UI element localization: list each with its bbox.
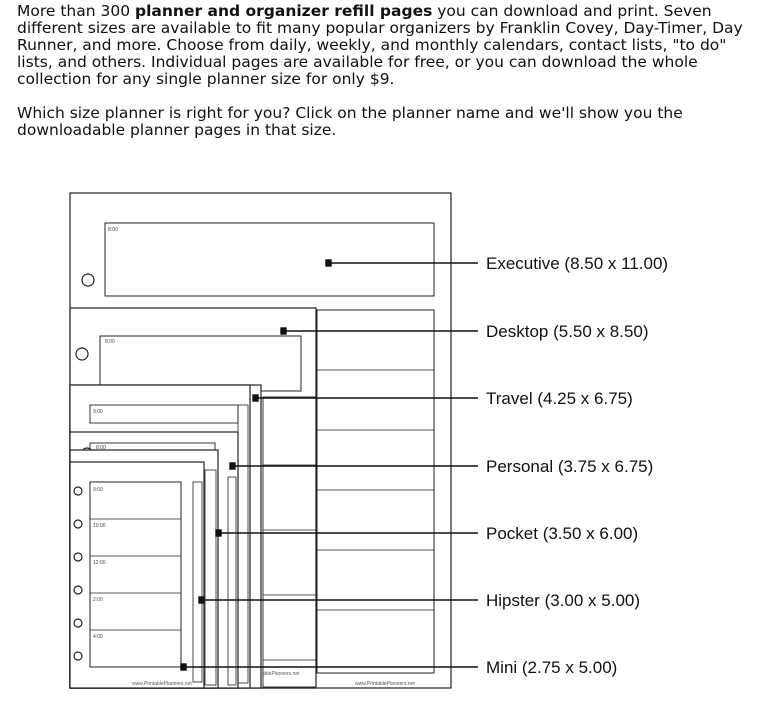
planner-size-diagram xyxy=(0,185,760,717)
personal-leader-dot xyxy=(230,463,235,469)
intro-text-a: More than 300 xyxy=(17,2,136,20)
intro-text-b: you can download and print. Seven different sizes are available to fit many popular organizers by Franklin Covey, Day-Timer, Day Runner, and more. Choose from daily, weekly, and monthly calendars, contact lists, "to do" lists, and others. Individual pages are available for free, or you can download the whole collection for any single planner size for only $9. xyxy=(17,2,743,88)
size-link-desktop[interactable]: Desktop (5.50 x 8.50) xyxy=(486,322,649,341)
mini-footer-url: www.PrintablePlanners.net xyxy=(132,681,192,687)
desktop-leader-dot xyxy=(281,328,286,334)
intro-paragraph-2: Which size planner is right for you? Click on the planner name and we'll show you the downloadable planner pages in that size. xyxy=(17,104,683,139)
executive-footer-url: www.PrintablePlanners.net xyxy=(355,681,415,687)
travel-time-mark: 9:00 xyxy=(93,409,103,415)
mini-page[interactable] xyxy=(70,462,204,688)
size-link-hipster[interactable]: Hipster (3.00 x 5.00) xyxy=(486,591,641,610)
size-link-executive[interactable]: Executive (8.50 x 11.00) xyxy=(486,254,669,273)
intro-text xyxy=(17,3,757,156)
pocket-time-mark: 8:00 xyxy=(96,445,106,451)
travel-leader-dot xyxy=(253,395,258,401)
size-link-mini[interactable]: Mini (2.75 x 5.00) xyxy=(486,658,618,677)
mini-time-mark-4: 4:00 xyxy=(93,634,103,640)
mini-time-mark-2: 2:00 xyxy=(93,597,103,603)
size-link-pocket[interactable]: Pocket (3.50 x 6.00) xyxy=(486,524,639,543)
exec-time-mark: 8:00 xyxy=(108,227,118,233)
mini-leader-dot xyxy=(181,664,186,670)
desktop-time-mark: 8:00 xyxy=(105,339,115,345)
executive-leader-dot xyxy=(326,260,331,266)
mini-time-mark-10: 10:00 xyxy=(93,523,106,529)
size-link-travel[interactable]: Travel (4.25 x 6.75) xyxy=(486,389,633,408)
size-link-personal[interactable]: Personal (3.75 x 6.75) xyxy=(486,457,654,476)
intro-paragraph-1 xyxy=(17,3,757,88)
pocket-leader-dot xyxy=(216,530,221,536)
hipster-leader-dot xyxy=(199,597,204,603)
mini-time-mark-9: 9:00 xyxy=(93,487,103,493)
intro-bold-phrase: planner and organizer refill pages xyxy=(135,2,433,20)
mini-time-mark-12: 12:00 xyxy=(93,560,106,566)
desktop-footer-url: ablePlanners.net xyxy=(262,671,300,677)
